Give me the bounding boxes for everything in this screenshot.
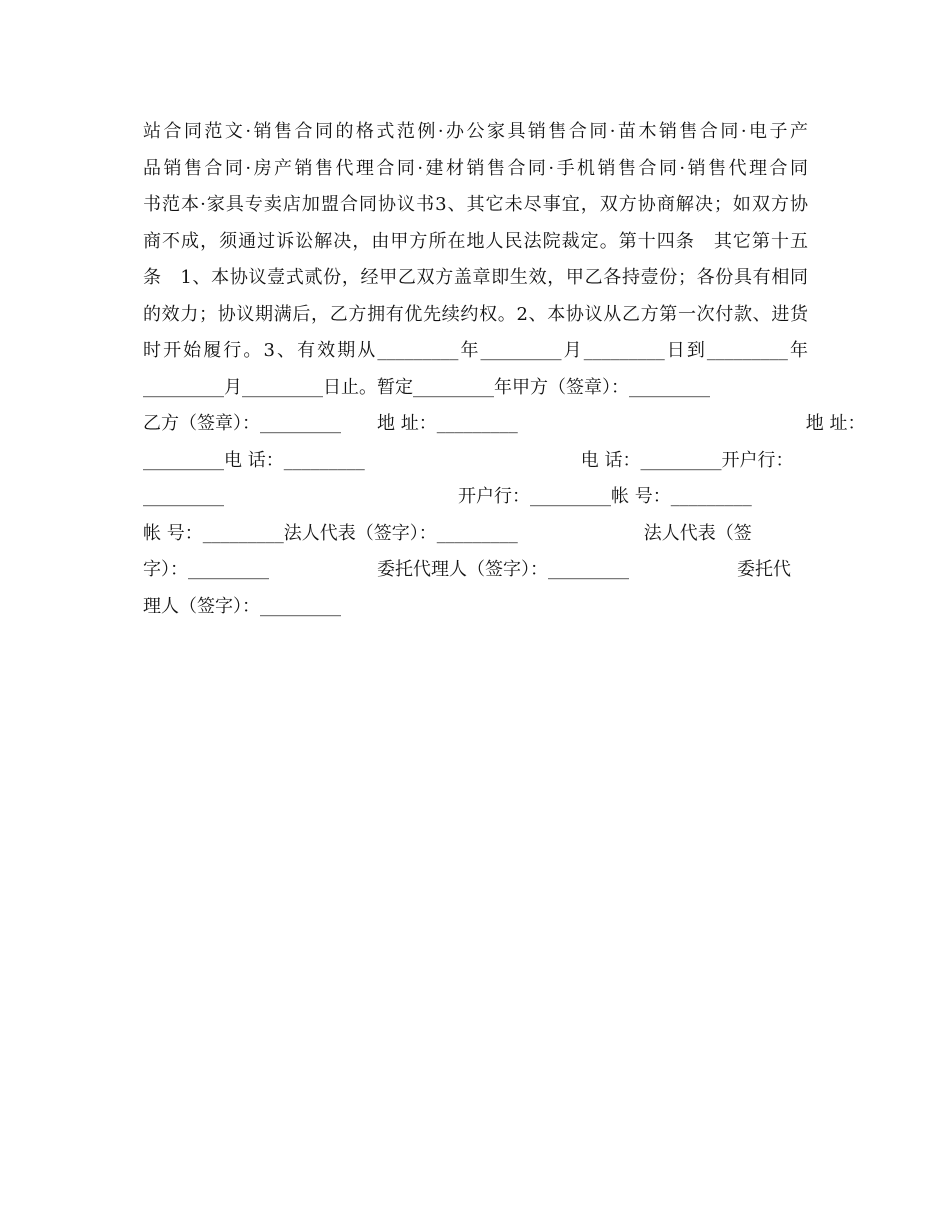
text-line: 品销售合同·房产销售代理合同·建材销售合同·手机销售合同·销售代理合同 [143,157,808,179]
text-line: 商不成，须通过诉讼解决，由甲方所在地人民法院裁定。第十四条 其它第十五 [143,230,808,252]
text-line: _________ 开户行：_________帐 号：_________ [143,486,752,507]
text-line: 站合同范文·销售合同的格式范例·办公家具销售合同·苗木销售合同·电子产 [143,121,808,142]
text-line: 书范本·家具专卖店加盟合同协议书3、其它未尽事宜，双方协商解决；如双方协 [143,194,808,215]
text-line: 的效力；协议期满后，乙方拥有优先续约权。2、本协议从乙方第一次付款、进货 [143,303,808,325]
text-line: _________电 话：_________ 电 话：_________开户行： [143,449,794,471]
text-line: 时开始履行。3、有效期从_________年_________月_________日到_________年 [143,340,808,361]
text-line: _________月_________日止。暂定_________年甲方（签章）：_________ [143,376,710,398]
contract-text-body [143,114,866,625]
text-line: 帐 号：_________法人代表（签字）：_________ 法人代表（签 [143,522,752,544]
text-line: 字）：_________ 委托代理人（签字）：_________ 委托代 [143,559,791,580]
text-line: 乙方（签章）：_________ 地 址：_________ 地 址： [143,413,866,434]
text-line: 条 1、本协议壹式贰份，经甲乙双方盖章即生效，甲乙各持壹份；各份具有相同 [143,267,808,288]
text-line: 理人（签字）：_________ [143,595,341,617]
